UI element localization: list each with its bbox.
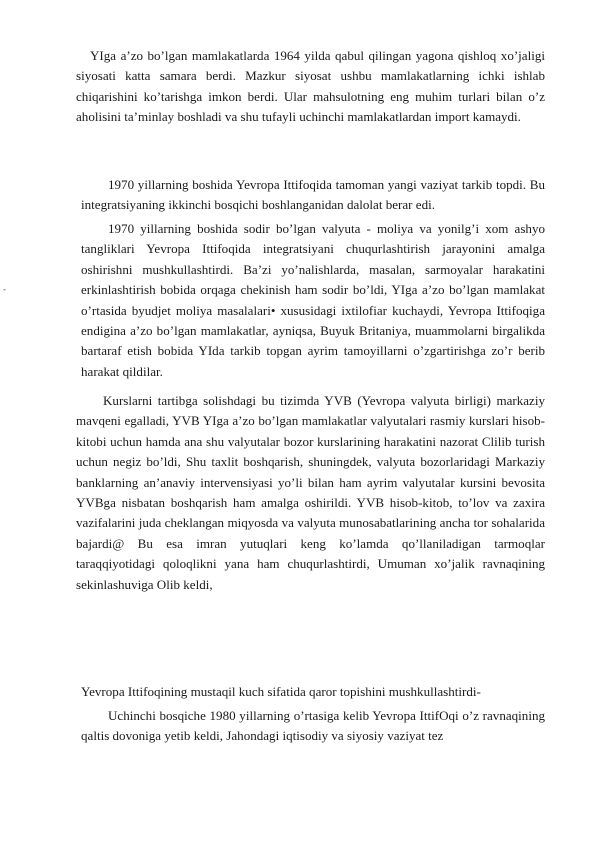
margin-mark: - — [3, 284, 6, 294]
paragraph-3: 1970 yillarning boshida sodir bo’lgan valyuta - moliya va yonilg’i xom ashyo tangliklari Yevropa Ittifoqida integratsiyani chuqurlashtirish jarayonini amalga oshirishni mushkullashtirdi. Ba’zi yo’nalishlarda, masalan, sarmoyalar harakatini erkinlashtirish bobida orqaga chekinish ham sodir bo’ldi, YIga a’zo bo’lgan mamlakat o’rtasida byudjet moliya masalalari• xususidagi ixtilofiar kuchaydi, Yevropa Ittifoqiga endigina a’zo bo’lgan mamlakatlar, ayniqsa, Buyuk Britaniya, muammolarni birgalikda bartaraf etish bobida YIda tarkib topgan ayrim tamoyillarni o’zgartirishga zo’r berib harakat qildilar. — [81, 221, 545, 379]
paragraph-2: 1970 yillarning boshida Yevropa Ittifoqida tamoman yangi vaziyat tarkib topdi. Bu integratsiyaning ikkinchi bosqichi boshlanganidan dalolat berar edi. — [81, 177, 545, 213]
paragraph-5: Yevropa Ittifoqining mustaqil kuch sifatida qaror topishini mushkullashtirdi- — [81, 684, 481, 699]
paragraph-6: Uchinchi bosqiche 1980 yillarning o’rtasiga kelib Yevropa IttifOqi o’z ravnaqining qaltis dovoniga yetib keldi, Jahondagi iqtisodiy va siyosiy vaziyat tez — [81, 708, 545, 744]
paragraph-4: Kurslarni tartibga solishdagi bu tizimda YVB (Yevropa valyuta birligi) markaziy mavqeni egalladi, YVB YIga a’zo bo’lgan mamlakatlar valyutalari rasmiy kurslari hisob-kitobi uchun hamda ana shu valyutalar bozor kurslarining harakatini nazorat Clilib turish uchun negiz bo’ldi, Shu taxlit boshqarish, shuningdek, valyuta bozorlaridagi Markaziy banklarning an’anaviy intervensiyasi yo’li bilan ham ayrim valyutalar kursini bevosita YVBga nisbatan boshqarish ham amalga oshirildi. YVB hisob-kitob, to’lov va zaxira vazifalarini juda cheklangan miqyosda va valyuta munosabatlarining ancha tor sohalarida bajardi@ Bu esa imran yutuqlari keng ko’lamda qo’llaniladigan tarmoqlar taraqqiyotidagi qoloqlikni yana ham chuqurlashtirdi, Umuman xo’jalik ravnaqining sekinlashuviga Olib keldi, — [76, 393, 545, 592]
paragraph-1: YIga a’zo bo’lgan mamlakatlarda 1964 yilda qabul qilingan yagona qishloq xo’jaligi siyosati katta samara berdi. Mazkur siyosat ushbu mamlakatlarning ichki ishlab chiqarishini ko’tarishga imkon berdi. Ular mahsulotning eng muhim turlari bilan o’z aholisini ta’minlay boshladi va shu tufayli uchinchi mamlakatlardan import kamaydi. — [76, 48, 545, 125]
